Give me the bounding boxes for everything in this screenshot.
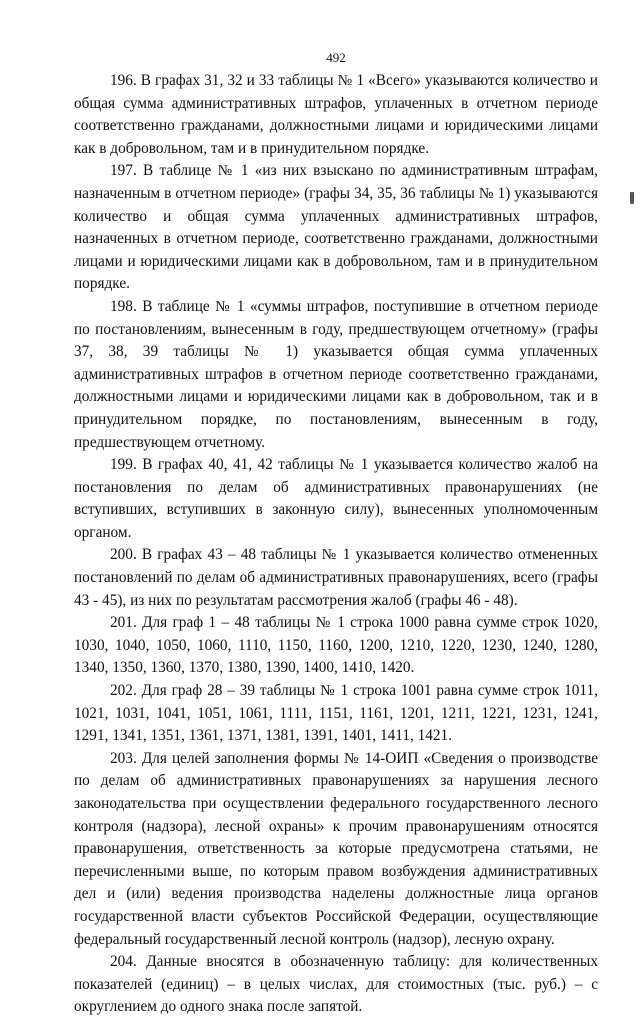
paragraph-202: 202. Для граф 28 – 39 таблицы № 1 строка 1001 равна сумме строк 1011, 1021, 1031, 1041, 1051, 1061, 1111, 1151, 1161, 1201, 1211, 1221, 1231, 1241, 1291, 1341, 1351, 1361, 1371, 1381, 1391, 1401, 1411, 1421. [74, 682, 598, 745]
paragraph-201: 201. Для граф 1 – 48 таблицы № 1 строка 1000 равна сумме строк 1020, 1030, 1040, 1050, 1060, 1110, 1150, 1160, 1200, 1210, 1220, 1230, 1240, 1280, 1340, 1350, 1360, 1370, 1380, 1390, 1400, 1410, 1420. [74, 614, 598, 677]
paragraph-196: 196. В графах 31, 32 и 33 таблицы № 1 «Всего» указываются количество и общая сумма административных штрафов, уплаченных в отчетном периоде соответственно гражданами, должностными лицами и юридическими лицами как в добровольном, там и в принудительном порядке. [74, 72, 598, 157]
paragraph-199: 199. В графах 40, 41, 42 таблицы № 1 указывается количество жалоб на постановления по делам об административных правонарушениях (не вступивших, вступивших в законную силу), вынесенных уполномоченным органом. [74, 456, 598, 541]
paragraph-203: 203. Для целей заполнения формы № 14-ОИП «Сведения о производстве по делам об административных правонарушениях за нарушения лесного законодательства при осуществлении федерального государственного лесного контроля (надзора), лесной охраны» к прочим правонарушениям относятся правонарушения, ответственность за которые предусмотрена статьями, не перечисленными выше, по которым правом возбуждения административных дел и (или) ведения производства наделены должностные лица органов государственной власти субъектов Российской Федерации, осуществляющие федеральный государственный лесной контроль (надзор), лесную охрану. [74, 749, 598, 948]
document-page [74, 50, 598, 1019]
paragraph-200: 200. В графах 43 – 48 таблицы № 1 указывается количество отмененных постановлений по делам об административных правонарушениях, всего (графы 43 - 45), из них по результатам рассмотрения жалоб (графы 46 - 48). [74, 546, 598, 609]
paragraph-198: 198. В таблице № 1 «суммы штрафов, поступившие в отчетном периоде по постановлениям, вынесенным в году, предшествующем отчетному» (графы 37, 38, 39 таблицы № 1) указывается общая сумма уплаченных административных штрафов в отчетном периоде соответственно гражданами, должностными лицами и юридическими лицами как в добровольном, так и в принудительном порядке, по постановлениям, вынесенным в году, предшествующем отчетному. [74, 297, 598, 451]
scan-artifact-mark [630, 192, 634, 204]
paragraph-204: 204. Данные вносятся в обозначенную таблицу: для количественных показателей (единиц) – в целых числах, для стоимостных (тыс. руб.) – с округлением до одного знака после запятой. [74, 953, 598, 1016]
paragraph-197: 197. В таблице № 1 «из них взыскано по административным штрафам, назначенным в отчетном периоде» (графы 34, 35, 36 таблицы № 1) указываются количество и общая сумма уплаченных административных штрафов, назначенных в отчетном периоде, соответственно гражданами, должностными лицами и юридическими лицами как в добровольном, там и в принудительном порядке. [74, 162, 598, 293]
page-number: 492 [326, 50, 346, 65]
